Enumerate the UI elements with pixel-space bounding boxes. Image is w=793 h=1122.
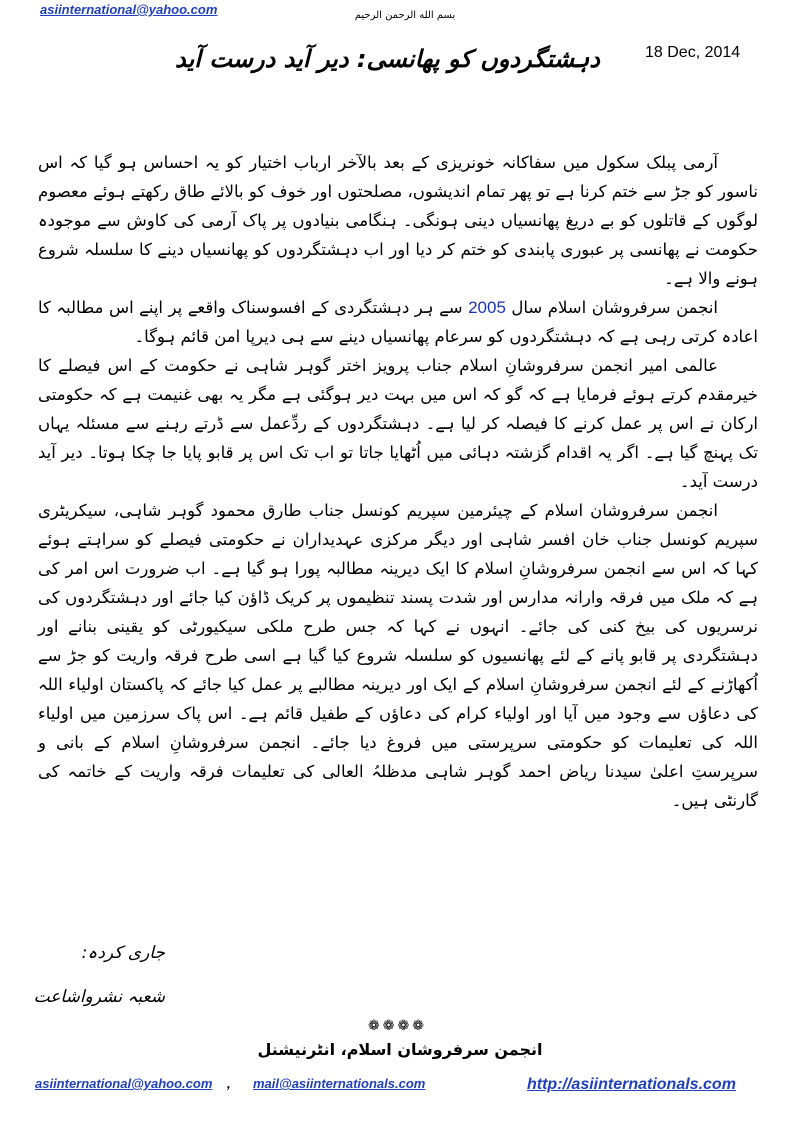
article-body	[38, 148, 758, 815]
issued-by-label: جاری کردہ:	[81, 943, 165, 963]
paragraph-3	[38, 351, 758, 496]
footer-email-mail-link[interactable]: mail@asiinternationals.com	[253, 1076, 426, 1091]
paragraph-1	[38, 148, 758, 293]
year-number: 2005	[468, 298, 506, 317]
bismillah-text: بسم الله الرحمن الرحيم	[354, 10, 456, 21]
date-label: 18 Dec, 2014	[645, 44, 741, 61]
paragraph-1-text: آرمی پبلک سکول میں سفاکانہ خونریزی کے بعد بالآخر ارباب اختیار کو یہ احساس ہو گیا کہ اس ناسور کو جڑ سے ختم کرنا ہے تو پھر تمام اندیشوں، مصلحتوں اور خوف کو بالائے طاق رکھتے ہوئے معصوم لوگوں کے قاتلوں کو بے دریغ پھانسیاں دینی ہونگی۔ ہنگامی بنیادوں پر پاک آرمی کی کاوش سے موجودہ حکومت نے پھانسی پر عبوری پابندی کو ختم کر دیا اور اب دہشتگردوں کو پھانسیاں دینے کا سلسلہ شروع ہونے والا ہے۔	[38, 153, 758, 288]
footer-separator: ,	[227, 1076, 231, 1091]
paragraph-4-text: انجمن سرفروشان اسلام کے چیئرمین سپریم کونسل جناب طارق محمود گوہر شاہی، سیکریٹری سپریم کونسل جناب خان افسر شاہی اور دیگر مرکزی عہدیداران نے حکومتی فیصلے کو سراہتے ہوئے کہا کہ اس سے انجمن سرفروشانِ اسلام کا ایک دیرینہ مطالبہ پورا ہو گیا ہے۔ اب ضرورت اس امر کی ہے کہ ملک میں فرقہ وارانہ مدارس اور شدت پسند تنظیموں پر کریک ڈاؤن کیا جائے اور دہشتگردوں کی نرسریوں کی بیخ کنی کی جائے۔ انہوں نے کہا کہ جس طرح ملکی سیکیورٹی کو یقینی بنانے اور دہشتگردی پر قابو پانے کے لئے پھانسیوں کو سلسلہ شروع کیا گیا ہے اسی طرح فرقہ واریت کو جڑ سے اُکھاڑنے کے لئے انجمن سرفروشانِ اسلام کے ایک اور دیرینہ مطالبے پر عمل کیا جائے کہ پاکستان اولیاء اللہ کی دعاؤں سے وجود میں آیا اور اولیاء کرام کی دعاؤں کے طفیل قائم ہے۔ اس پاک سرزمین میں اولیاء اللہ کی تعلیمات کو حکومتی سرپرستی میں فروغ دیا جائے۔ انجمن سرفروشانِ اسلام کے بانی و سرپرستِ اعلیٰ سیدنا ریاض احمد گوہر شاہی مدظلہُ العالی کی تعلیمات فرقہ واریت کے خاتمہ کی گارنٹی ہیں۔	[38, 501, 758, 810]
page-title: دہشتگردوں کو پھانسی: دیر آید درست آید	[175, 45, 600, 73]
footer	[35, 1076, 755, 1098]
department-label: شعبہ نشرواشاعت	[33, 987, 165, 1007]
paragraph-4	[38, 496, 758, 815]
paragraph-2	[38, 293, 758, 351]
paragraph-3-text: عالمی امیر انجمن سرفروشانِ اسلام جناب پرویز اختر گوہر شاہی نے حکومت کے اس فیصلے کا خیرمقدم کرتے ہوئے فرمایا ہے کہ گو کہ اس میں بہت دیر ہوگئی ہے مگر یہ بھی غنیمت ہے کہ حکومتی ارکان نے اس پر عمل کرنے کا فیصلہ کر لیا ہے۔ دہشتگردوں کے ردِّعمل سے ڈرتے رہنے سے مسئلہ یہاں تک پہنچ گیا ہے۔ اگر یہ اقدام گزشتہ دہائی میں اُٹھایا جاتا تو اب تک اس پر قابو پایا جا چکا ہوتا۔ دیر آید درست آید۔	[38, 356, 758, 491]
footer-website-link[interactable]: http://asiinternationals.com	[527, 1076, 736, 1093]
paragraph-2-text-b: سے ہر دہشتگردی کے افسوسناک واقعے پر اپنے اس مطالبہ کا اعادہ کرتی رہی ہے کہ دہشتگردوں کو سرعام پھانسیاں دینے سے ہی دیرپا امن قائم ہوگا۔	[38, 298, 758, 346]
organization-name: انجمن سرفروشان اسلام، انٹرنیشنل	[257, 1040, 543, 1059]
paragraph-2-text-a: انجمن سرفروشان اسلام سال	[505, 298, 719, 317]
header-email-link[interactable]: asiinternational@yahoo.com	[40, 2, 218, 17]
footer-email-yahoo-link[interactable]: asiinternational@yahoo.com	[35, 1076, 213, 1091]
ornament-divider: ❁❁❁❁	[368, 1018, 427, 1034]
